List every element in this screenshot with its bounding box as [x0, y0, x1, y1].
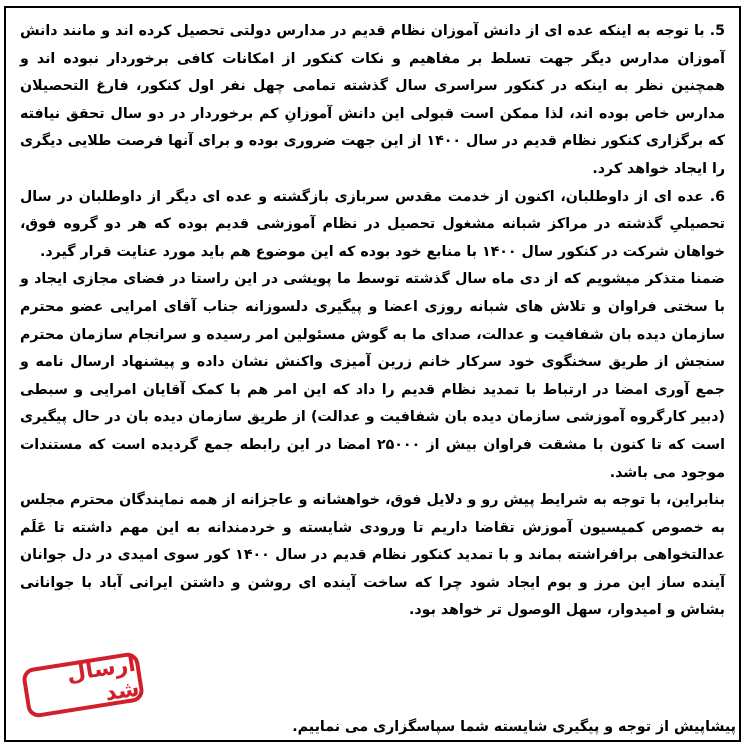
sent-stamp: ارسال شد	[21, 651, 145, 719]
paragraph-note: ضمنا متذکر میشویم که از دی ماه سال گذشته توسط ما پویشی در این راستا در فضای مجازی ایجاد و با سختی فراوان و تلاش های شبانه روزی اعضا و پیگیری دلسوزانه جناب آقای امرایی عضو محترم سازمان دیده بان شفافیت و عدالت، صدای ما به گوش مسئولین امر رسیده و سرانجام سازمان محترم سنجش از طریق سخنگوی خود سرکار خانم زرین آمیزی واکنش نشان داده و پیشنهاد ارسال نامه و جمع آوری امضا در ارتباط با تمدید نظام قدیم را داد که این امر هم با کمک آقایان امرایی و سبطی (دبیر کارگروه آموزشی سازمان دیده بان شفافیت و عدالت) از طریق سازمان دیده بان در حال پیگیری است که تا کنون با مشقت فراوان بیش از ۲۵۰۰۰ امضا در این رابطه جمع گردیده است که مستندات موجود می باشد.	[20, 271, 725, 481]
document-frame	[4, 6, 741, 742]
paragraph-5: 5. با توجه به اینکه عده ای از دانش آموزان نظام قدیم در مدارس دولتی تحصیل کرده اند و مانند دانش آموزان مدارس دیگر جهت تسلط بر مفاهیم و نکات کنکور از امکانات کافی برخوردار نبوده اند و همچنین نظر به اینکه در کنکور سراسری سال گذشته تمامی چهل نفر اول کنکور، فارغ التحصیلان مدارس خاص بوده اند، لذا ممکن است قبولی این دانش آموزانِ کم برخوردار در دو سال تحقق نیافته که برگزاری کنکور نظام قدیم در سال ۱۴۰۰ از این جهت ضروری بوده و برای آنها فرصت طلایی دیگری را ایجاد خواهد کرد.	[20, 23, 725, 177]
document-body	[20, 18, 725, 625]
closing-line: پیشاپیش از توجه و پیگیری شایسته شما سپاسگزاری می نماییم.	[292, 719, 736, 736]
paragraph-6: 6. عده ای از داوطلبان، اکنون از خدمت مقدس سربازی بازگشته و عده ای دیگر از داوطلبان در سال تحصیلیِ گذشته در مراکز شبانه مشغول تحصیل در نظام آموزشی قدیم بوده که هر دو گروه فوق، خواهان شرکت در کنکور سال ۱۴۰۰ با منابع خود بوده که این موضوع هم باید مورد عنایت قرار گیرد.	[20, 188, 725, 260]
paragraph-request: بنابراین، با توجه به شرایط پیش رو و دلایل فوق، خواهشانه و عاجزانه از همه نمایندگان محترم مجلس به خصوص کمیسیون آموزش تقاضا داریم تا ورودی شایسته و خردمندانه به این مهم داشته تا عَلَم عدالتخواهی برافراشته بماند و با تمدید کنکور نظام قدیم در سال ۱۴۰۰ کور سوی امیدی در دل جوانان آینده ساز این مرز و بوم ایجاد شود چرا که ساخت آینده ای روشن و داشتن ایرانی آباد با جوانانی بشاش و امیدوار، سهل الوصول تر خواهد بود.	[20, 492, 725, 619]
